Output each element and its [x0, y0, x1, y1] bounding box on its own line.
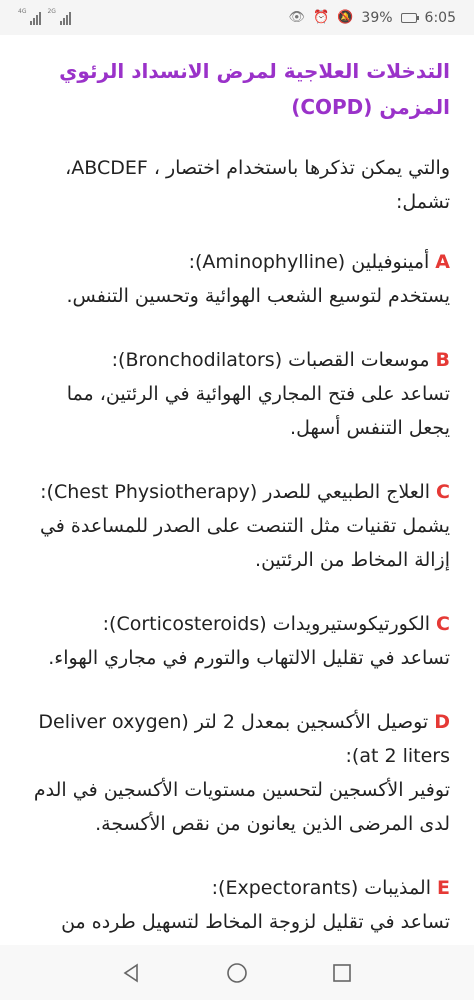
article-intro: والتي يمكن تذكرها باستخدام اختصار ، ABCDEF، تشمل: — [65, 157, 450, 213]
item-body: تساعد في تقليل لزوجة المخاط لتسهيل طرده من — [61, 911, 450, 933]
recents-square-icon[interactable] — [331, 962, 353, 984]
article-title: التدخلات العلاجية لمرض الانسداد الرئوي المزمن (COPD) — [59, 59, 450, 119]
status-bar — [0, 0, 474, 35]
battery-percent: 39% — [361, 9, 393, 26]
list-item — [24, 705, 450, 841]
eye-icon: 👁 — [288, 10, 306, 25]
item-heading-text: أمينوفيلين (Aminophylline): — [188, 251, 430, 273]
list-item — [24, 607, 450, 675]
signal1-tag: 4G — [18, 8, 27, 15]
list-item — [24, 475, 450, 577]
item-heading — [24, 705, 450, 773]
item-body: توفير الأكسجين لتحسين مستويات الأكسجين في الدم لدى المرضى الذين يعانون من نقص الأكسجة. — [33, 779, 450, 835]
signal-indicators — [18, 8, 71, 25]
item-body: تساعد على فتح المجاري الهوائية في الرئتين، مما يجعل التنفس أسهل. — [66, 383, 450, 439]
clock: 6:05 — [424, 9, 456, 26]
item-body: يشمل تقنيات مثل التنصت على الصدر للمساعدة في إزالة المخاط من الرئتين. — [39, 515, 450, 571]
item-heading-text: موسعات القصبات (Bronchodilators): — [111, 349, 430, 371]
item-letter: D — [434, 711, 450, 733]
item-heading — [24, 245, 450, 279]
alarm-icon: ⏰ — [313, 10, 330, 25]
status-right — [289, 10, 456, 26]
article-content[interactable] — [0, 35, 474, 945]
navigation-bar — [0, 945, 474, 1000]
item-letter: C — [436, 613, 450, 635]
list-item — [24, 245, 450, 313]
item-body: يستخدم لتوسيع الشعب الهوائية وتحسين التنفس. — [66, 285, 450, 307]
list-item — [24, 343, 450, 445]
item-letter: C — [436, 481, 450, 503]
item-heading — [24, 871, 450, 905]
item-letter: E — [437, 877, 450, 899]
item-heading-text: الكورتيكوستيرويدات (Corticosteroids): — [102, 613, 431, 635]
signal2-tag: 2G — [47, 8, 56, 15]
item-body: تساعد في تقليل الالتهاب والتورم في مجاري الهواء. — [48, 647, 450, 669]
item-letter: B — [435, 349, 450, 371]
list-item — [24, 871, 450, 939]
item-letter: A — [435, 251, 450, 273]
item-heading — [24, 343, 450, 377]
home-circle-icon[interactable] — [225, 961, 249, 985]
signal-icon — [30, 11, 41, 25]
item-heading — [24, 607, 450, 641]
back-triangle-icon[interactable] — [121, 962, 143, 984]
signal-icon — [60, 11, 71, 25]
item-heading-text: توصيل الأكسجين بمعدل 2 لتر (Deliver oxygen at 2 liters): — [38, 711, 450, 767]
item-heading-text: المذيبات (Expectorants): — [211, 877, 432, 899]
battery-icon — [401, 13, 417, 23]
item-heading — [24, 475, 450, 509]
mute-icon: 🔕 — [337, 10, 354, 25]
item-heading-text: العلاج الطبيعي للصدر (Chest Physiotherapy): — [40, 481, 431, 503]
